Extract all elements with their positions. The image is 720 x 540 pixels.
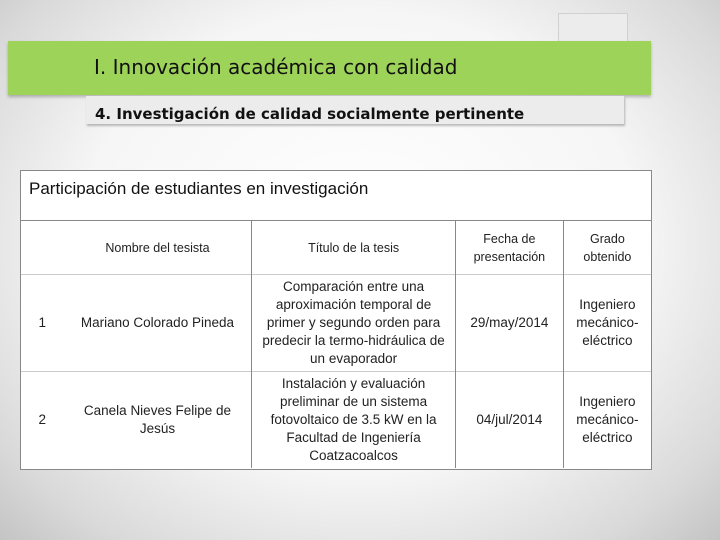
- student-name: Mariano Colorado Pineda: [64, 275, 252, 372]
- column-header-number: [21, 221, 64, 275]
- student-name: Canela Nieves Felipe de Jesús: [64, 372, 252, 469]
- column-header-date: Fecha de presentación: [455, 221, 563, 275]
- degree-obtained: Ingeniero mecánico-eléctrico: [563, 275, 651, 372]
- column-header-grade: Grado obtenido: [583, 231, 632, 264]
- column-header-name: Nombre del tesista: [64, 221, 252, 275]
- table-title-text: Participación de estudiantes en investigación: [29, 179, 369, 198]
- title-banner: [8, 41, 651, 95]
- students-table: [21, 221, 651, 468]
- degree-obtained: Ingeniero mecánico-eléctrico: [563, 372, 651, 469]
- row-number: 1: [21, 275, 64, 372]
- slide-subtitle: 4. Investigación de calidad socialmente pertinente: [95, 105, 525, 123]
- table-header-row: [21, 221, 651, 275]
- presentation-date: 04/jul/2014: [455, 372, 563, 469]
- subtitle-banner: [86, 96, 624, 124]
- table-title: [21, 171, 651, 221]
- slide-title: I. Innovación académica con calidad: [94, 55, 458, 79]
- presentation-date: 29/may/2014: [455, 275, 563, 372]
- students-research-table-card: [20, 170, 652, 470]
- table-row: [21, 275, 651, 372]
- thesis-title: Instalación y evaluación preliminar de un sistema fotovoltaico de 3.5 kW en la Facultad de Ingeniería Coatzacoalcos: [252, 372, 456, 469]
- thesis-title: Comparación entre una aproximación temporal de primer y segundo orden para predecir la termo-hidráulica de un evaporador: [252, 275, 456, 372]
- table-row: [21, 372, 651, 469]
- row-number: 2: [21, 372, 64, 469]
- column-header-thesis: Título de la tesis: [252, 221, 456, 275]
